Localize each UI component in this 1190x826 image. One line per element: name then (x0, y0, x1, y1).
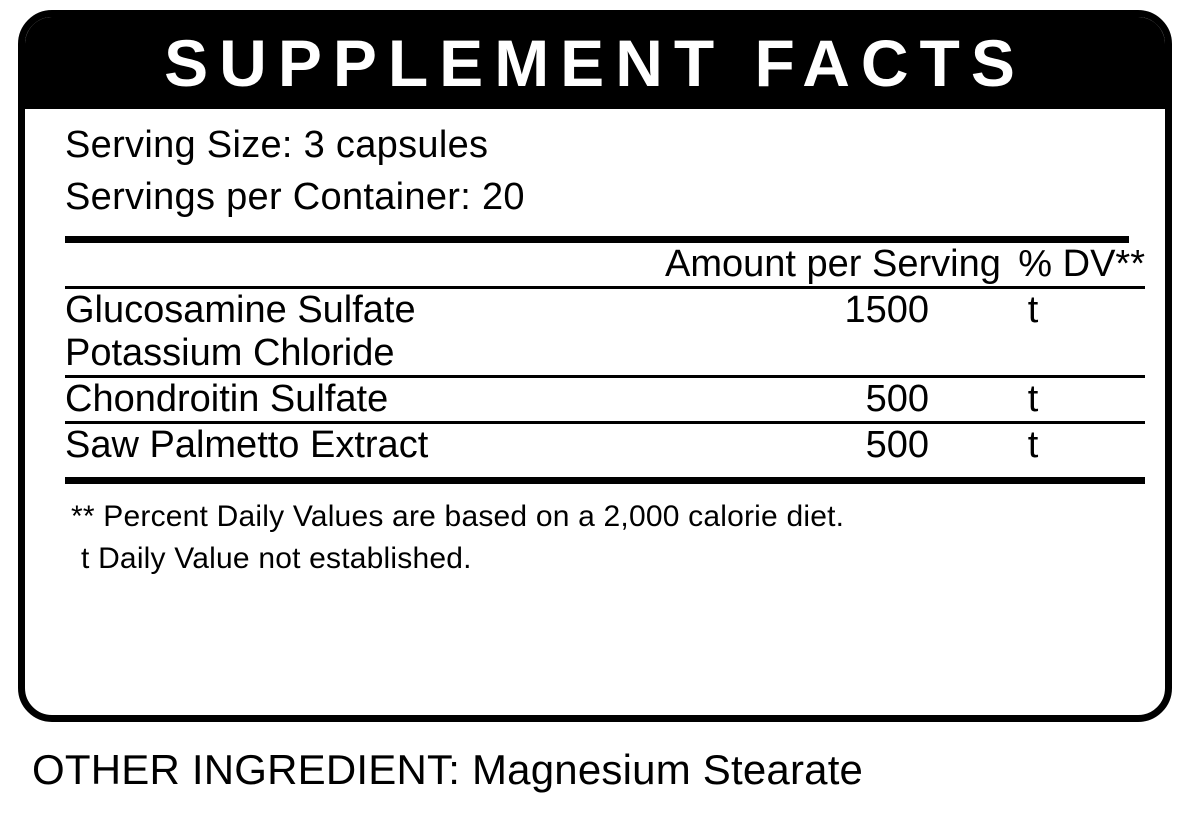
ingredient-dv: t (1027, 288, 1039, 331)
ingredient-amount (665, 332, 955, 375)
panel-title-bar (25, 17, 1165, 109)
ingredient-amount: 1500 (844, 288, 929, 331)
header-amount-per-serving: Amount per Serving (665, 242, 1001, 285)
ingredient-dv (955, 332, 1145, 375)
table-row (65, 378, 1145, 421)
page-title: SUPPLEMENT FACTS (164, 26, 1026, 100)
nutrition-table (65, 243, 1145, 484)
ingredient-dv: t (1027, 423, 1039, 466)
other-ingredient-value: Magnesium Stearate (471, 746, 864, 793)
ingredient-name: Saw Palmetto Extract (65, 423, 429, 466)
table-row (65, 332, 1145, 375)
table-row (65, 424, 1145, 467)
ingredient-dv: t (1027, 377, 1039, 420)
ingredient-name: Chondroitin Sulfate (65, 377, 389, 420)
ingredient-amount: 500 (865, 423, 929, 466)
divider-top-thick (65, 236, 1129, 243)
footnotes (65, 484, 1129, 581)
table-header-row (65, 243, 1145, 286)
panel-body (25, 109, 1165, 581)
header-percent-dv: % DV** (1018, 242, 1145, 285)
table-row (65, 289, 1145, 332)
servings-per-container-line: Servings per Container: 20 (65, 176, 525, 219)
divider-bottom-thick (65, 467, 1145, 484)
ingredient-name: Potassium Chloride (65, 331, 395, 374)
supplement-facts-panel (18, 10, 1172, 722)
header-name (65, 243, 665, 286)
other-ingredient-label: OTHER INGREDIENT: (32, 746, 461, 793)
other-ingredient-line (32, 746, 863, 794)
footnote-daily-values: ** Percent Daily Values are based on a 2,000 calorie diet. (71, 499, 845, 533)
serving-size-line: Serving Size: 3 capsules (65, 124, 489, 166)
ingredient-amount: 500 (865, 377, 929, 420)
ingredient-name: Glucosamine Sulfate (65, 288, 416, 331)
footnote-not-established: t Daily Value not established. (81, 542, 472, 576)
